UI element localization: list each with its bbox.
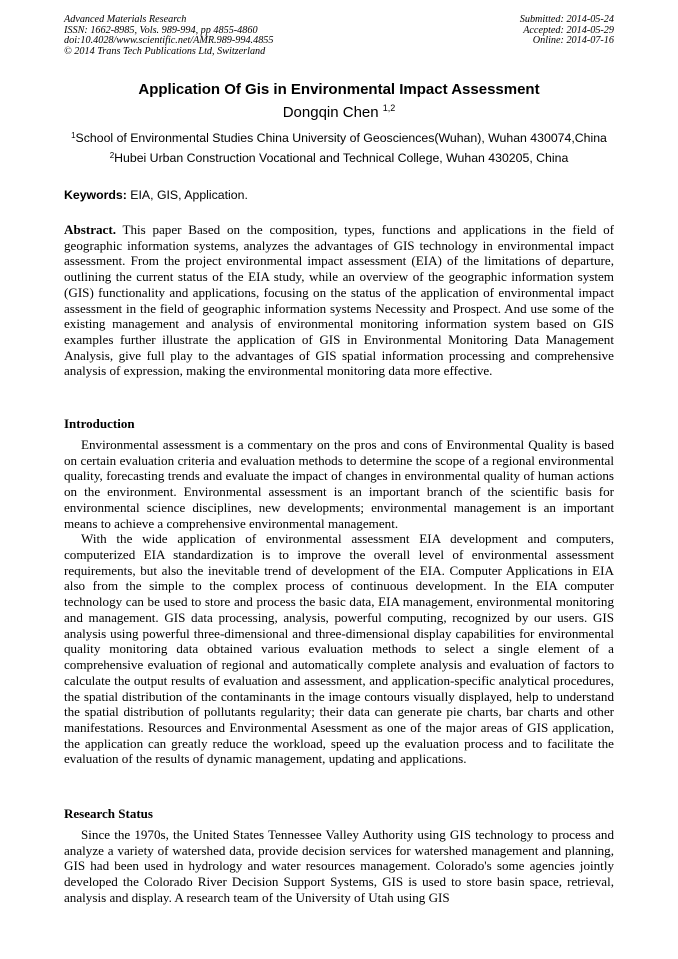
- journal-info: [64, 15, 273, 57]
- introduction-heading: Introduction: [64, 416, 135, 431]
- author-affiliation-marks: 1,2: [382, 103, 396, 113]
- keywords-text: EIA, GIS, Application.: [126, 188, 248, 202]
- affiliation-1-text: School of Environmental Studies China University of Geosciences(Wuhan), Wuhan 430074,China: [75, 131, 607, 145]
- introduction-section: [64, 437, 614, 767]
- affiliation-1: [0, 131, 678, 146]
- date-submitted: Submitted: 2014-05-24: [519, 14, 614, 25]
- keywords-label: Keywords:: [64, 188, 127, 202]
- abstract-label: Abstract.: [64, 222, 116, 237]
- introduction-paragraph-1: Environmental assessment is a commentary on the pros and cons of Environmental Quality is based on certain evaluation criteria and evaluation methods to determine the scope of a regional environmental quality, forecasting trends and evaluate the impact of changes in environmental quality of human actions on the environment. Environmental assessment is an important branch of the scientific basis for environmental science disciplines, new developments; environmental management is an important means to achieve a comprehensive environmental management.: [64, 437, 614, 531]
- introduction-paragraph-2: With the wide application of environmental assessment EIA development and computers, computerized EIA standardization is to improve the overall level of environmental assessment requirements, but also the inevitable trend of development of the EIA. Computer Applications in EIA also from the simple to the complex process of continuous development. In the EIA computer technology can be used to store and process the basic data, EIA management, environmental monitoring and management. GIS data processing, analysis, powerful computing, recognized by our users. GIS analysis using powerful three-dimensional and three-dimensional display capabilities for environmental quality monitoring data obtained various evaluation methods to select a single element of a comprehensive evaluation of regional and automatically complete analysis and evaluation of factors to calculate the output results of evaluation and assessment, and application-specific analytical procedures, the spatial distribution of the contaminants in the image contours visually displayed, help to understand the spatial distribution of pollutants regularity; their data can generate pie charts, bar charts and other manifestations. Resources and Environmental Asessment as one of the major areas of GIS application, the application can greatly reduce the workload, speed up the evaluation process and to facilitate the evaluation of the results of dynamic management, updating and applications.: [64, 531, 614, 767]
- publication-dates: [520, 15, 614, 47]
- abstract: [64, 222, 614, 379]
- paper-title: Application Of Gis in Environmental Impact Assessment: [138, 81, 540, 98]
- affiliation-2-mark: 2: [109, 151, 115, 160]
- date-online: Online: 2014-07-16: [532, 35, 614, 47]
- journal-copyright: © 2014 Trans Tech Publications Ltd, Switzerland: [64, 45, 266, 57]
- author-line: [0, 104, 678, 122]
- research-status-section: [64, 827, 614, 906]
- research-status-paragraph-1: Since the 1970s, the United States Tennessee Valley Authority using GIS technology to process and analyze a variety of watershed data, provide decision services for watershed management and planning, GIS had been used in hydrology and water resources management. Colorado's some agencies jointly developed the Colorado River Decision Support Systems, GIS is used to store basin space, retrieval, analysis and display. A research team of the University of Utah using GIS: [64, 827, 614, 905]
- journal-doi: doi:10.4028/www.scientific.net/AMR.989-994.4855: [64, 35, 274, 47]
- journal-issn: ISSN: 1662-8985, Vols. 989-994, pp 4855-4860: [64, 24, 258, 36]
- keywords: [64, 188, 248, 203]
- journal-name: Advanced Materials Research: [64, 14, 187, 25]
- author-name: Dongqin Chen: [282, 104, 379, 121]
- abstract-text: This paper Based on the composition, types, functions and applications in the field of geographic information systems, analyzes the advantages of GIS technology in environmental impact assessment. From the project environmental impact assessment (EIA) of the limitations of departure, outlining the current status of the EIA study, while an overview of the geographic information system (GIS) functionality and applications, focusing on the status of the application of environmental impact assessment in the field of geographic information systems Necessity and Prospect. And use some of the existing management and analysis of environmental monitoring information system based on GIS examples further illustrate the application of GIS in Environmental Monitoring Data Management Analysis, give full play to the advantages of GIS spatial information processing and comprehensive analysis of expression, making the environmental monitoring data more effective.: [64, 222, 614, 379]
- affiliation-1-mark: 1: [71, 131, 76, 140]
- research-status-heading: Research Status: [64, 806, 153, 821]
- affiliation-2-text: Hubei Urban Construction Vocational and Technical College, Wuhan 430205, China: [114, 151, 569, 165]
- affiliation-2: [0, 151, 678, 166]
- date-accepted: Accepted: 2014-05-29: [523, 24, 614, 36]
